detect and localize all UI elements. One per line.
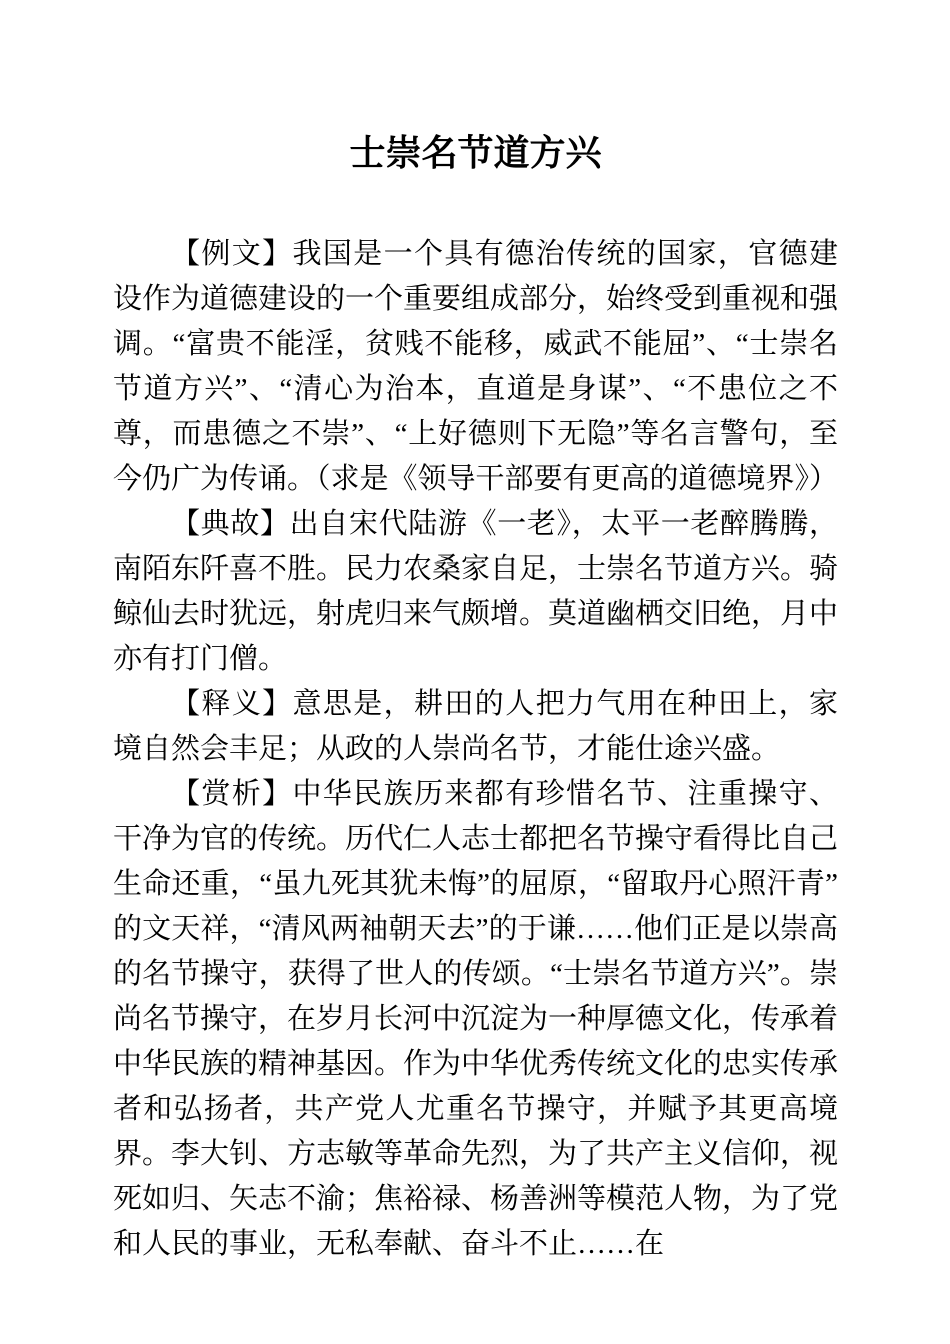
paragraph-label: 【释义】: [171, 688, 293, 720]
document-body: [113, 232, 838, 1267]
paragraph-label: 【赏析】: [171, 778, 293, 810]
paragraph-liwen: [113, 232, 838, 502]
paragraph-text: 意思是，耕田的人把力气用在种田上，家境自然会丰足；从政的人崇尚名节，才能仕途兴盛。: [113, 688, 838, 765]
document-title: 士崇名节道方兴: [349, 133, 602, 173]
paragraph-text: 出自宋代陆游《一老》，太平一老醉腾腾，南陌东阡喜不胜。民力农桑家自足，士崇名节道方兴。骑鲸仙去时犹远，射虎归来气颇增。莫道幽栖交旧绝，月中亦有打门僧。: [113, 508, 839, 675]
paragraph-diangu: [113, 502, 838, 682]
paragraph-shiyi: [113, 682, 838, 772]
paragraph-text: 我国是一个具有德治传统的国家，官德建设作为道德建设的一个重要组成部分，始终受到重视和强调。“富贵不能淫，贫贱不能移，威武不能屈”、“士崇名节道方兴”、“清心为治本，直道是身谋”、“不患位之不尊，而患德之不崇”、“上好德则下无隐”等名言警句，至今仍广为传诵。（求是《领导干部要有更高的道德境界》）: [113, 238, 839, 495]
paragraph-shangxi: [113, 772, 838, 1267]
paragraph-label: 【例文】: [171, 238, 293, 270]
paragraph-label: 【典故】: [171, 508, 290, 540]
paragraph-text: 中华民族历来都有珍惜名节、注重操守、干净为官的传统。历代仁人志士都把名节操守看得比自己生命还重，“虽九死其犹未悔”的屈原，“留取丹心照汗青”的文天祥，“清风两袖朝天去”的于谦……他们正是以崇高的名节操守，获得了世人的传颂。“士崇名节道方兴”。崇尚名节操守，在岁月长河中沉淀为一种厚德文化，传承着中华民族的精神基因。作为中华优秀传统文化的忠实传承者和弘扬者，共产党人尤重名节操守，并赋予其更高境界。李大钊、方志敏等革命先烈，为了共产主义信仰，视死如归、矢志不渝；焦裕禄、杨善洲等模范人物，为了党和人民的事业，无私奉献、奋斗不止……在: [113, 778, 839, 1260]
